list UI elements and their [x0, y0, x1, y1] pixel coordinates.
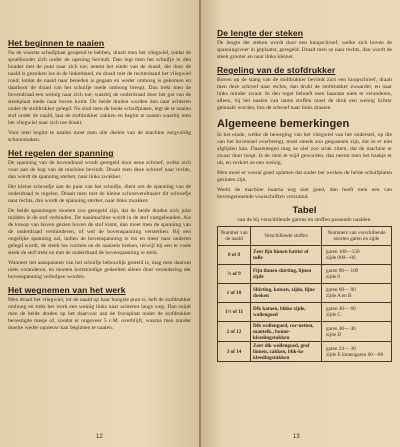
thread-zijde: zijde A en B	[326, 293, 352, 299]
table-row	[218, 342, 392, 362]
right-page-content	[217, 28, 392, 362]
section-heading: Regeling van de stofdrukker	[217, 65, 336, 75]
section-heading: Het wegnemen van het werk	[8, 285, 126, 295]
table-row	[218, 246, 392, 265]
thread-cell	[322, 246, 392, 265]
table-header-row	[218, 227, 392, 246]
thread-cell	[322, 342, 392, 362]
section	[8, 38, 191, 144]
table-subtitle: van de bij verschillende garens en stoffen passende naalden.	[237, 217, 372, 223]
thread-cell	[322, 322, 392, 342]
needle-table	[217, 226, 392, 362]
left-page	[0, 0, 199, 447]
thread-zijde: zijde 0	[326, 274, 340, 280]
table-row	[218, 265, 392, 284]
thread-garen: garen 30— 40	[326, 325, 356, 332]
needle-number-cell: ⅔ of 9	[218, 265, 251, 284]
body-paragraph: Na de voorste schuifplaat geopend te hebben, draait men het vliegwiel, totdat de spoelhouder zich onder de opening bevindt. Dan legt men het schuifje in den houder met de punt naar zich toe; neemt het einde van de draad, die door de naald is gestoken los in de linkerhand, en draait met de rechterhand het vliegwiel rond; totdat de naald naar beneden is gegaan en weder omhoog is gekomen en daarboor de draad van het schuifje mede omhoog brengt. Dan trekt men de bovendraad een weinig naar zich toe; waarbij de onderdraad door het gat van de steekplaat mede naar boven komt. De beide draden worden dan naar achteren onder de stofdrukker gelegd. Nu sluit men de beide schuifplaten, legt de te naaien stof onder de naald, laat de stofdrukker zakken en begint te naaien waarbij men het vliegwiel naar zich toe draait.	[8, 50, 191, 126]
thread-cell	[322, 265, 392, 284]
header-needle-number: Nummer van de naald	[218, 227, 251, 246]
body-paragraph: Wanneer het aanspannen van het schuifje behoorlijk gesteld is, mag men daarom niets veranderen, en moeten kortstondige gedeelten alleen door verandering der bovenspanning verholpen worden.	[8, 260, 191, 280]
thread-zijde: zijde E linnengaren 60—80	[326, 351, 384, 358]
thread-garen: garen 24— 30	[326, 345, 356, 352]
needle-number-cell: 3 of 14	[218, 342, 251, 362]
table-row	[218, 322, 392, 342]
header-thread: Nummers van verschillende soorten garen en zijde	[322, 227, 392, 246]
body-paragraph: Voor men begint te naaien moet men alle deelen van de machine zorgvuldig schoonmaken.	[8, 130, 191, 143]
section	[217, 28, 392, 61]
fabric-cell: Zeer dik wollengoed, grof linnen, zakken, blik-ke kleedingstukken	[251, 342, 322, 362]
section-heading: De lengte der steken	[217, 28, 304, 38]
left-page-content	[8, 38, 191, 336]
right-page	[201, 0, 400, 447]
thread-zijde: zijde 000—00	[326, 255, 356, 261]
section-heading: Het regelen der spanning	[8, 148, 114, 158]
fabric-cell: Dik wollengoed, cor-netten, mantelk., bonne-kleedingstukken	[251, 322, 322, 342]
body-paragraph: Het kleine schroefje aan de punt van het schuifje, dient om de spanning van de onderdraad te regelen. Draait men met de kleine schroevendraaier dit schroefje naar rechts, dan wordt de spanning sterker, naar links zwakker.	[8, 184, 191, 204]
section	[8, 285, 191, 332]
page-number-left: 12	[96, 434, 103, 440]
needle-number-cell: 0 of 8	[218, 246, 251, 265]
needle-number-cell: 2 of 12	[218, 322, 251, 342]
section-heading: Het beginnen te naaien	[8, 38, 105, 48]
section	[8, 148, 191, 281]
body-paragraph: De beide spanningen moeten zoo geregeld zijn, dat de beide draden zich juist midden in de stof verbinden. De naaimachine wordt in de stof vastgehouden. Als de knoop van boven gezien boven de stof komt, dan moet men de spanning van de onderdraad verminderen, of wel de bovenspanning versterken. Bij een ongelijke spanning zal, indien de bovenspanning te los en meer naar onderen gelegd wordt, de steek lus vormen en de naaisels breken, terwijl bij een te vaste steek de stof trekt en met de onderdraad de bovenspanning te sterk.	[8, 208, 191, 256]
thread-zijde: zijde D	[326, 331, 342, 338]
body-paragraph: De lengte der steken wordt door een knopschroef, welke zich boven de spanningsveer in geplaatst, geregeld. Draait men ze naar rechts, dan wordt de steek grooter en naar links kleiner.	[217, 40, 392, 60]
section-heading: Algemeene bemerkingen	[217, 118, 350, 130]
body-paragraph: De spanning van de bovendraad wordt geregeld door eene schroef, welke zich voor aan de kop van de machine bevindt. Draait men deze schroef naar rechts, dan wordt de spanning sterker, naar links zwakker.	[8, 160, 191, 180]
fabric-cell: Fijn linnen shirting, lijnen zijde	[251, 265, 322, 284]
fabric-cell: Zeer fijn linnen battist of tulle	[251, 246, 322, 265]
thread-cell	[322, 284, 392, 303]
section	[217, 65, 392, 112]
table-row	[218, 303, 392, 322]
section	[217, 118, 392, 201]
table-title: Tabel	[292, 205, 317, 216]
header-fabrics: Verschillende stoffen	[251, 227, 322, 246]
thread-garen: garen 80— 100	[326, 268, 359, 274]
table-row	[218, 284, 392, 303]
needle-number-cell: 1½ of 11	[218, 303, 251, 322]
thread-zijde: zijde C	[326, 312, 341, 318]
thread-garen: garen 100—150	[326, 249, 360, 255]
right-page-sections	[217, 28, 392, 201]
fabric-cell: Dik katoen, bikke zijde, wollengoed	[251, 303, 322, 322]
body-paragraph: Men moet er vooral goed opletten dat onder het werken de beide schuifplaten gesloten zijn.	[217, 170, 392, 183]
body-paragraph: In het einde, welke de beweging van het vliegwiel van het onderstel, op die van het bovenstel overbrengt, moet steeds zoo gespannen zijn, dat ze er niet afglijden kan. Daarentegen mag ze niet zoo strak zitten, dat de machine er zwaar door loopt. Is de riem te wijd geworden, dan neemt men het baakje er uit, en verkort ze een weinig.	[217, 132, 392, 166]
table-body	[218, 246, 392, 362]
body-paragraph: Werkt de machine buarna nog niet goed, dan heeft men een van bovengenoemde voorschriften verzuimd.	[217, 187, 392, 200]
thread-cell	[322, 303, 392, 322]
thread-garen: garen 60— 80	[326, 287, 356, 293]
thread-garen: garen 40— 60	[326, 306, 356, 312]
body-paragraph: Boven op de stang van de stofdrukker bevindt zich een knopschroef, draait men deze schroef naar rechts, dan drukt de stofdrukker zwaarder, en naar links minder zwaar. In den regel behoeft men baaraan niets te veranderen, alleen, bij het naaien van ianne stoffen moet de druk een weinig lichter gemaakt worden, bus de schroef naar links draaien.	[217, 77, 392, 111]
fabric-cell: Shirting, katoen, zijde, fijne doeken	[251, 284, 322, 303]
needle-number-cell: 1 of 10	[218, 284, 251, 303]
page-number-right: 13	[293, 434, 300, 440]
body-paragraph: Men draait het vliegwiel, tot de naald op haar hoogste punt is, heft de stofdrukker omhoog en trekt het werk een weinig links naar achteren langs weg. Dan snijdt men de beide draden op het daarvoor aan de fronsplaat onder de stofdrukker bevestigde mesje of, zoodat er ongeveer 5 c.M. overblijft, waarna men zonder moeite weder opnieuw kan beginnen te naaien.	[8, 297, 191, 331]
